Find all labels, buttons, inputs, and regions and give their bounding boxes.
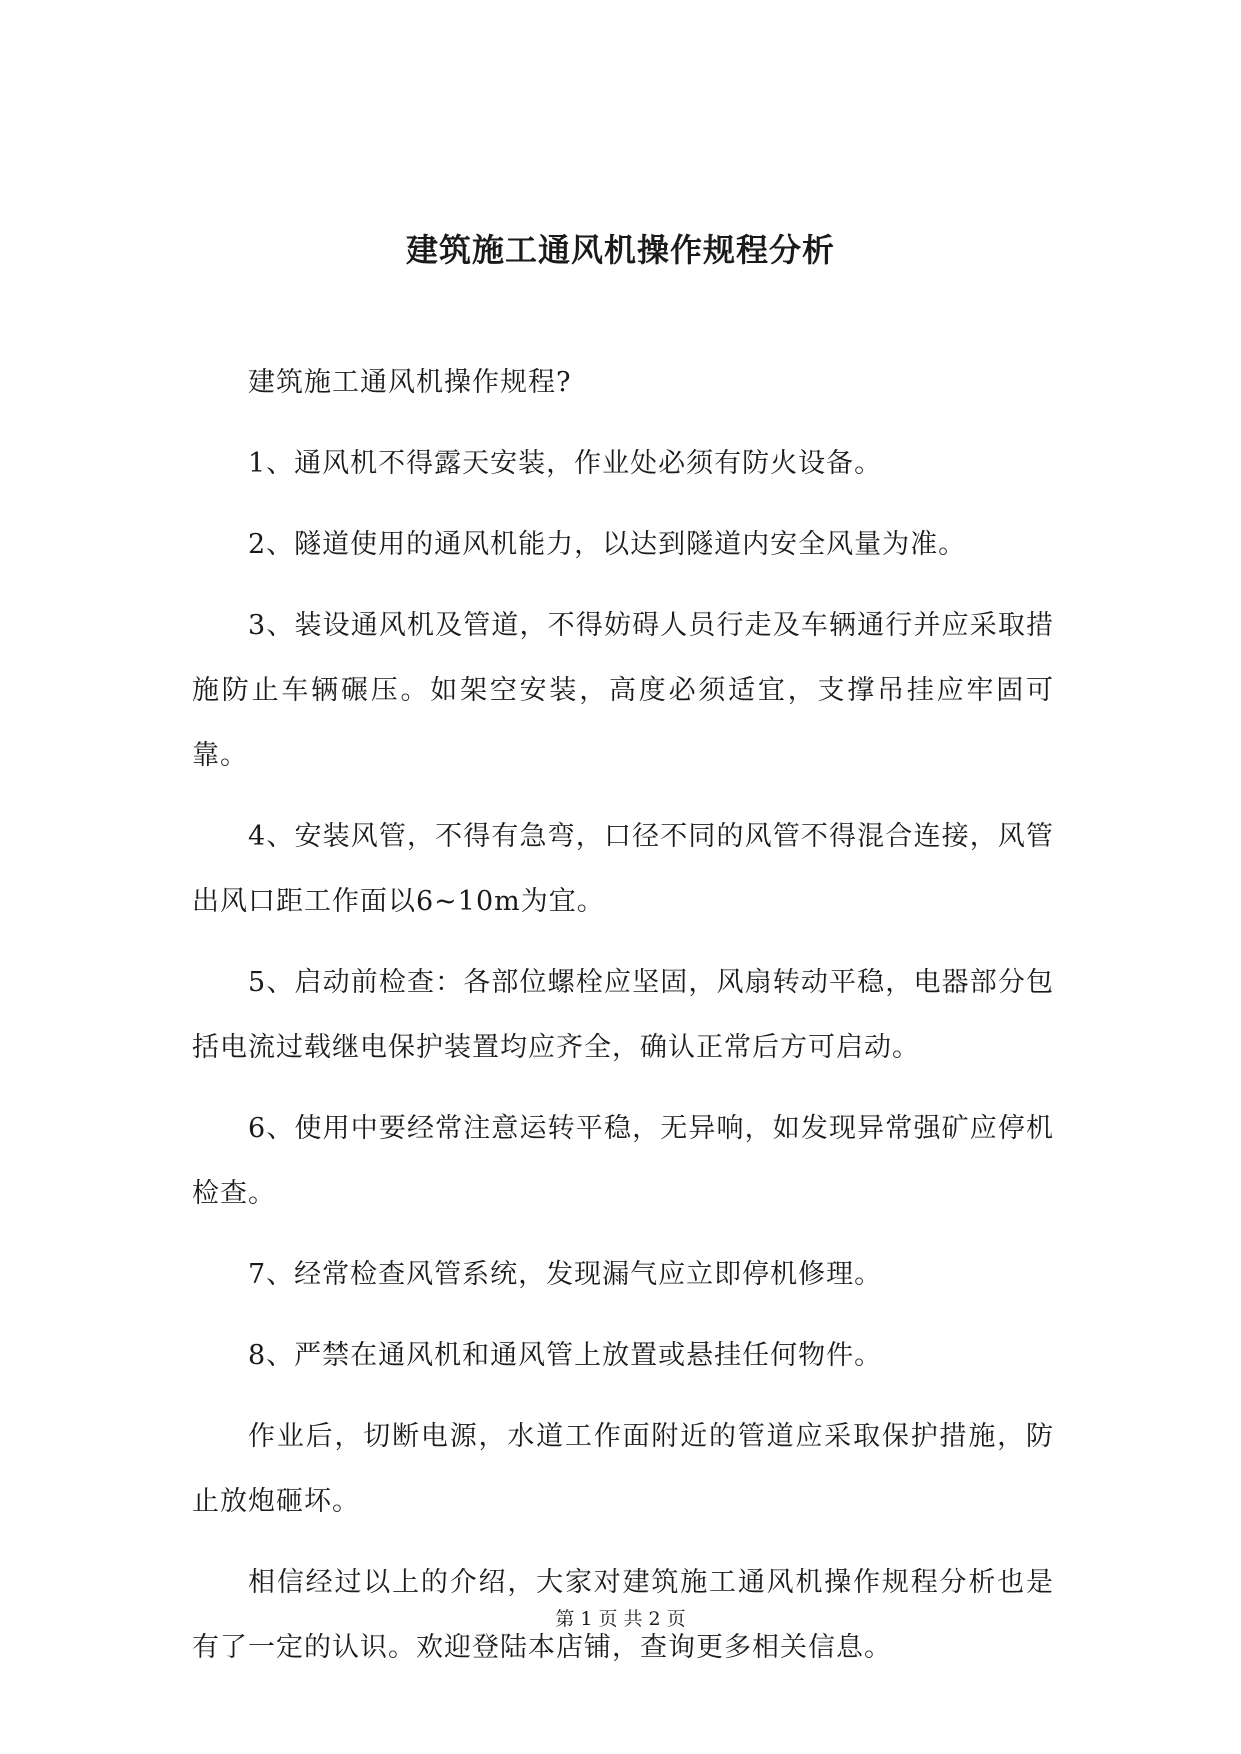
paragraph-rule-6: 6、使用中要经常注意运转平稳，无异响，如发现异常强矿应停机检查。 — [192, 1113, 1054, 1209]
paragraph-rule-3: 3、装设通风机及管道，不得妨碍人员行走及车辆通行并应采取措施防止车辆碾压。如架空安装，高度必须适宜，支撑吊挂应牢固可靠。 — [192, 610, 1054, 771]
paragraph-rule-2: 2、隧道使用的通风机能力，以达到隧道内安全风量为准。 — [248, 529, 967, 560]
paragraph-after-work: 作业后，切断电源，水道工作面附近的管道应采取保护措施，防止放炮砸坏。 — [192, 1421, 1054, 1517]
paragraph-closing: 相信经过以上的介绍，大家对建筑施工通风机操作规程分析也是有了一定的认识。欢迎登陆本店铺，查询更多相关信息。 — [192, 1567, 1054, 1663]
document-body — [192, 350, 1054, 1696]
paragraph-rule-5: 5、启动前检查：各部位螺栓应坚固，风扇转动平稳，电器部分包括电流过载继电保护装置均应齐全，确认正常后方可启动。 — [192, 967, 1054, 1063]
paragraph-rule-7: 7、经常检查风管系统，发现漏气应立即停机修理。 — [248, 1259, 883, 1290]
page-number-footer: 第 1 页 共 2 页 — [555, 1608, 686, 1630]
paragraph-rule-8: 8、严禁在通风机和通风管上放置或悬挂任何物件。 — [248, 1340, 883, 1371]
paragraph-question: 建筑施工通风机操作规程? — [248, 367, 572, 398]
paragraph-rule-4: 4、安装风管，不得有急弯，口径不同的风管不得混合连接，风管出风口距工作面以6~10m为宜。 — [192, 821, 1054, 917]
document-title: 建筑施工通风机操作规程分析 — [405, 231, 835, 269]
paragraph-rule-1: 1、通风机不得露天安装，作业处必须有防火设备。 — [248, 448, 883, 479]
